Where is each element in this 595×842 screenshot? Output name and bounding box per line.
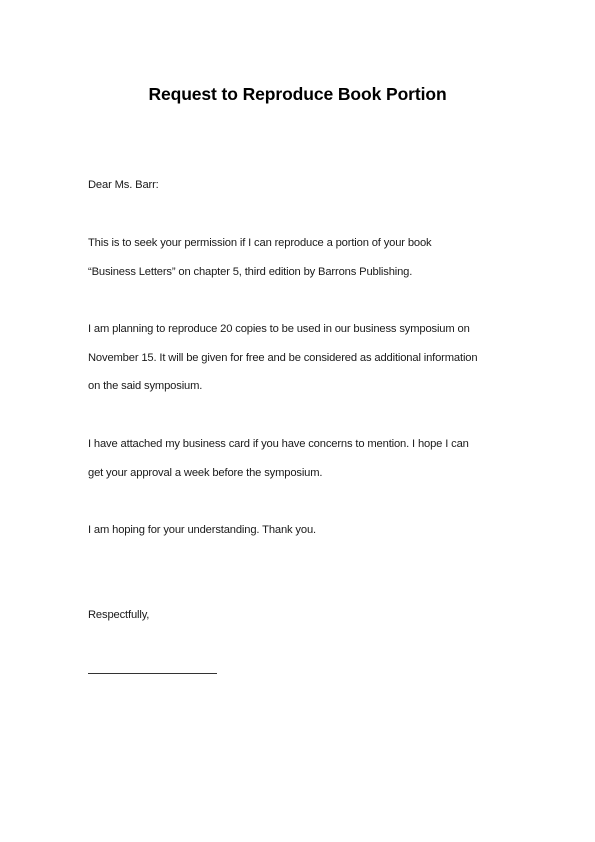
paragraph-line: “Business Letters” on chapter 5, third edition by Barrons Publishing. <box>88 265 413 278</box>
closing: Respectfully, <box>88 609 150 621</box>
paragraph-line: on the said symposium. <box>88 380 203 392</box>
paragraph-reproduction-plan <box>88 315 528 401</box>
document-title: Request to Reproduce Book Portion <box>148 84 447 104</box>
signature-line <box>88 673 217 674</box>
paragraph-line: get your approval a week before the symposium. <box>88 466 323 479</box>
paragraph-business-card <box>88 430 528 487</box>
paragraph-thanks <box>88 516 528 545</box>
paragraph-line: This is to seek your permission if I can reproduce a portion of your book <box>88 237 432 249</box>
paragraph-line: November 15. It will be given for free and be considered as additional information <box>88 351 478 364</box>
paragraph-line: I am hoping for your understanding. Thank you. <box>88 524 316 536</box>
paragraph-permission-request <box>88 229 528 286</box>
salutation: Dear Ms. Barr: <box>88 179 159 191</box>
paragraph-line: I have attached my business card if you have concerns to mention. I hope I can <box>88 438 469 450</box>
paragraph-line: I am planning to reproduce 20 copies to be used in our business symposium on <box>88 323 470 335</box>
